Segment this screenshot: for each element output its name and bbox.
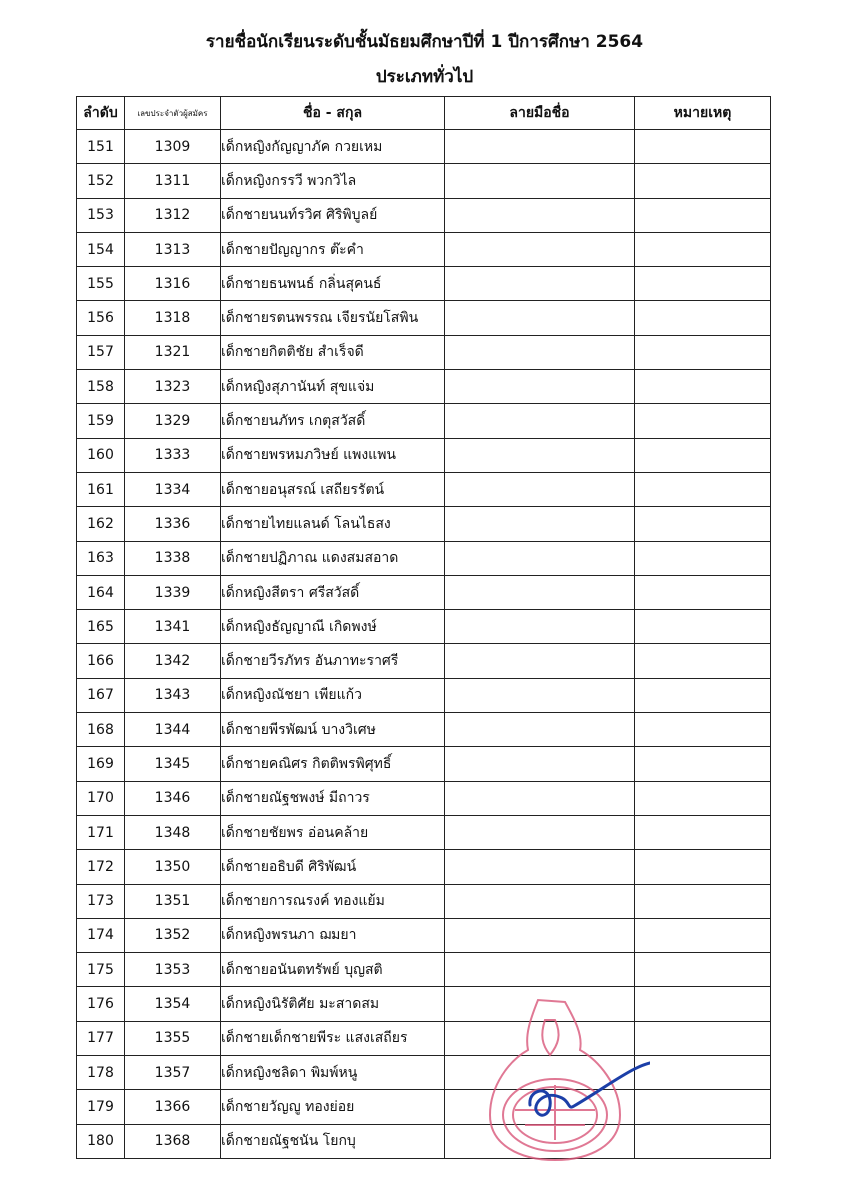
signature-cell <box>445 918 635 952</box>
signature-cell <box>445 301 635 335</box>
row-number-cell: 166 <box>77 644 125 678</box>
student-name-cell: เด็กชายปัญญากร ต๊ะคำ <box>221 232 445 266</box>
signature-cell <box>445 850 635 884</box>
applicant-id-cell: 1357 <box>125 1056 221 1090</box>
note-cell <box>635 918 771 952</box>
table-row <box>77 815 771 849</box>
signature-cell <box>445 164 635 198</box>
student-name-cell: เด็กชายชัยพร อ่อนคล้าย <box>221 815 445 849</box>
row-number-cell: 153 <box>77 198 125 232</box>
signature-cell <box>445 507 635 541</box>
note-cell <box>635 747 771 781</box>
table-row <box>77 953 771 987</box>
table-row <box>77 198 771 232</box>
row-number-cell: 171 <box>77 815 125 849</box>
table-row <box>77 644 771 678</box>
signature-cell <box>445 198 635 232</box>
row-number-cell: 180 <box>77 1124 125 1158</box>
table-row <box>77 1021 771 1055</box>
note-cell <box>635 438 771 472</box>
signature-cell <box>445 335 635 369</box>
row-number-cell: 155 <box>77 267 125 301</box>
note-cell <box>635 164 771 198</box>
applicant-id-cell: 1354 <box>125 987 221 1021</box>
note-cell <box>635 472 771 506</box>
table-row <box>77 164 771 198</box>
row-number-cell: 154 <box>77 232 125 266</box>
row-number-cell: 162 <box>77 507 125 541</box>
note-cell <box>635 644 771 678</box>
table-body <box>77 130 771 1159</box>
note-cell <box>635 507 771 541</box>
signature-cell <box>445 1021 635 1055</box>
table-row <box>77 404 771 438</box>
row-number-cell: 168 <box>77 713 125 747</box>
student-name-cell: เด็กชายกิตติชัย สำเร็จดี <box>221 335 445 369</box>
row-number-cell: 159 <box>77 404 125 438</box>
applicant-id-cell: 1336 <box>125 507 221 541</box>
student-name-cell: เด็กหญิงพรนภา ฌมยา <box>221 918 445 952</box>
applicant-id-cell: 1351 <box>125 884 221 918</box>
student-name-cell: เด็กชายนภัทร เกตุสวัสดิ์ <box>221 404 445 438</box>
table-row <box>77 850 771 884</box>
row-number-cell: 167 <box>77 678 125 712</box>
page-title: รายชื่อนักเรียนระดับชั้นมัธยมศึกษาปีที่ 1 ปีการศึกษา 2564 <box>205 32 644 52</box>
student-name-cell: เด็กชายธนพนธ์ กลิ่นสุคนธ์ <box>221 267 445 301</box>
student-name-cell: เด็กชายวัญญู ทองย่อย <box>221 1090 445 1124</box>
signature-cell <box>445 747 635 781</box>
signature-cell <box>445 1056 635 1090</box>
applicant-id-cell: 1312 <box>125 198 221 232</box>
note-cell <box>635 815 771 849</box>
student-name-cell: เด็กชายพีรพัฒน์ บางวิเศษ <box>221 713 445 747</box>
table-row <box>77 130 771 164</box>
row-number-cell: 175 <box>77 953 125 987</box>
note-cell <box>635 987 771 1021</box>
signature-cell <box>445 987 635 1021</box>
table-header-row <box>77 97 771 130</box>
note-cell <box>635 678 771 712</box>
row-number-cell: 151 <box>77 130 125 164</box>
note-cell <box>635 575 771 609</box>
signature-cell <box>445 232 635 266</box>
signature-cell <box>445 1090 635 1124</box>
note-cell <box>635 370 771 404</box>
table-row <box>77 781 771 815</box>
student-name-cell: เด็กชายณัฐชพงษ์ มีถาวร <box>221 781 445 815</box>
row-number-cell: 164 <box>77 575 125 609</box>
note-cell <box>635 267 771 301</box>
table-row <box>77 370 771 404</box>
signature-cell <box>445 1124 635 1158</box>
signature-cell <box>445 884 635 918</box>
table-row <box>77 541 771 575</box>
column-header-note: หมายเหตุ <box>635 97 771 130</box>
student-name-cell: เด็กชายอนันตทรัพย์ บุญสติ <box>221 953 445 987</box>
row-number-cell: 177 <box>77 1021 125 1055</box>
applicant-id-cell: 1343 <box>125 678 221 712</box>
table-row <box>77 1056 771 1090</box>
column-header-applicant-id: เลขประจำตัวผู้สมัคร <box>125 97 221 130</box>
row-number-cell: 156 <box>77 301 125 335</box>
row-number-cell: 173 <box>77 884 125 918</box>
note-cell <box>635 130 771 164</box>
applicant-id-cell: 1339 <box>125 575 221 609</box>
student-name-cell: เด็กชายอนุสรณ์ เสถียรรัตน์ <box>221 472 445 506</box>
applicant-id-cell: 1355 <box>125 1021 221 1055</box>
student-name-cell: เด็กหญิงธัญญาณี เกิดพงษ์ <box>221 610 445 644</box>
note-cell <box>635 781 771 815</box>
applicant-id-cell: 1341 <box>125 610 221 644</box>
table-row <box>77 301 771 335</box>
table-row <box>77 884 771 918</box>
applicant-id-cell: 1329 <box>125 404 221 438</box>
row-number-cell: 160 <box>77 438 125 472</box>
row-number-cell: 163 <box>77 541 125 575</box>
student-name-cell: เด็กหญิงสุภานันท์ สุขแจ่ม <box>221 370 445 404</box>
table-row <box>77 335 771 369</box>
row-number-cell: 161 <box>77 472 125 506</box>
page-subtitle: ประเภททั่วไป <box>375 67 474 87</box>
student-name-cell: เด็กชายปฏิภาณ แดงสมสอาด <box>221 541 445 575</box>
student-name-cell: เด็กชายพรหมภวิษย์ แพงแพน <box>221 438 445 472</box>
applicant-id-cell: 1346 <box>125 781 221 815</box>
note-cell <box>635 301 771 335</box>
signature-cell <box>445 472 635 506</box>
table-row <box>77 232 771 266</box>
signature-cell <box>445 815 635 849</box>
signature-cell <box>445 781 635 815</box>
table-row <box>77 610 771 644</box>
applicant-id-cell: 1368 <box>125 1124 221 1158</box>
applicant-id-cell: 1323 <box>125 370 221 404</box>
applicant-id-cell: 1352 <box>125 918 221 952</box>
signature-cell <box>445 370 635 404</box>
table-row <box>77 507 771 541</box>
row-number-cell: 170 <box>77 781 125 815</box>
applicant-id-cell: 1333 <box>125 438 221 472</box>
row-number-cell: 169 <box>77 747 125 781</box>
row-number-cell: 152 <box>77 164 125 198</box>
signature-cell <box>445 644 635 678</box>
table-row <box>77 267 771 301</box>
student-name-cell: เด็กหญิงสีตรา ศรีสวัสดิ์ <box>221 575 445 609</box>
table-row <box>77 918 771 952</box>
signature-cell <box>445 267 635 301</box>
note-cell <box>635 850 771 884</box>
student-name-cell: เด็กหญิงกรรวี พวกวิไล <box>221 164 445 198</box>
table-row <box>77 472 771 506</box>
table-row <box>77 575 771 609</box>
signature-cell <box>445 404 635 438</box>
signature-cell <box>445 575 635 609</box>
signature-cell <box>445 953 635 987</box>
applicant-id-cell: 1309 <box>125 130 221 164</box>
student-name-cell: เด็กชายอธิบดี ศิริพัฒน์ <box>221 850 445 884</box>
note-cell <box>635 335 771 369</box>
table-row <box>77 1124 771 1158</box>
signature-cell <box>445 130 635 164</box>
table-row <box>77 1090 771 1124</box>
student-roster-table <box>76 96 771 1159</box>
row-number-cell: 179 <box>77 1090 125 1124</box>
applicant-id-cell: 1313 <box>125 232 221 266</box>
signature-cell <box>445 541 635 575</box>
column-header-no: ลำดับ <box>77 97 125 130</box>
student-name-cell: เด็กชายเด็กชายพีระ แสงเสถียร <box>221 1021 445 1055</box>
table-row <box>77 713 771 747</box>
applicant-id-cell: 1311 <box>125 164 221 198</box>
applicant-id-cell: 1318 <box>125 301 221 335</box>
signature-cell <box>445 678 635 712</box>
note-cell <box>635 1090 771 1124</box>
note-cell <box>635 1124 771 1158</box>
note-cell <box>635 1056 771 1090</box>
applicant-id-cell: 1342 <box>125 644 221 678</box>
note-cell <box>635 198 771 232</box>
note-cell <box>635 713 771 747</box>
applicant-id-cell: 1338 <box>125 541 221 575</box>
student-name-cell: เด็กชายรตนพรรณ เจียรนัยโสพิน <box>221 301 445 335</box>
applicant-id-cell: 1350 <box>125 850 221 884</box>
applicant-id-cell: 1345 <box>125 747 221 781</box>
signature-cell <box>445 610 635 644</box>
student-name-cell: เด็กหญิงนิรัติศัย มะสาดสม <box>221 987 445 1021</box>
note-cell <box>635 1021 771 1055</box>
table-row <box>77 747 771 781</box>
applicant-id-cell: 1316 <box>125 267 221 301</box>
note-cell <box>635 953 771 987</box>
applicant-id-cell: 1321 <box>125 335 221 369</box>
signature-cell <box>445 713 635 747</box>
row-number-cell: 165 <box>77 610 125 644</box>
row-number-cell: 157 <box>77 335 125 369</box>
student-name-cell: เด็กหญิงชลิดา พิมพ์หนู <box>221 1056 445 1090</box>
applicant-id-cell: 1344 <box>125 713 221 747</box>
applicant-id-cell: 1366 <box>125 1090 221 1124</box>
column-header-signature: ลายมือชื่อ <box>445 97 635 130</box>
student-name-cell: เด็กชายการณรงค์ ทองแย้ม <box>221 884 445 918</box>
note-cell <box>635 884 771 918</box>
signature-cell <box>445 438 635 472</box>
note-cell <box>635 404 771 438</box>
row-number-cell: 176 <box>77 987 125 1021</box>
student-name-cell: เด็กชายนนท์รวิศ ศิริพิบูลย์ <box>221 198 445 232</box>
student-name-cell: เด็กหญิงกัญญาภัค กวยเหม <box>221 130 445 164</box>
student-name-cell: เด็กชายณัฐชนัน โยกบุ <box>221 1124 445 1158</box>
student-name-cell: เด็กชายวีรภัทร อันภาทะราศรี <box>221 644 445 678</box>
row-number-cell: 178 <box>77 1056 125 1090</box>
row-number-cell: 158 <box>77 370 125 404</box>
note-cell <box>635 232 771 266</box>
note-cell <box>635 610 771 644</box>
student-name-cell: เด็กชายไทยแลนด์ โลนไธสง <box>221 507 445 541</box>
applicant-id-cell: 1353 <box>125 953 221 987</box>
student-name-cell: เด็กหญิงณัชยา เพียแก้ว <box>221 678 445 712</box>
note-cell <box>635 541 771 575</box>
student-name-cell: เด็กชายคณิศร กิตติพรพิศุทธิ์ <box>221 747 445 781</box>
column-header-name: ชื่อ - สกุล <box>221 97 445 130</box>
table-row <box>77 438 771 472</box>
row-number-cell: 174 <box>77 918 125 952</box>
applicant-id-cell: 1348 <box>125 815 221 849</box>
row-number-cell: 172 <box>77 850 125 884</box>
table-row <box>77 678 771 712</box>
table-row <box>77 987 771 1021</box>
applicant-id-cell: 1334 <box>125 472 221 506</box>
